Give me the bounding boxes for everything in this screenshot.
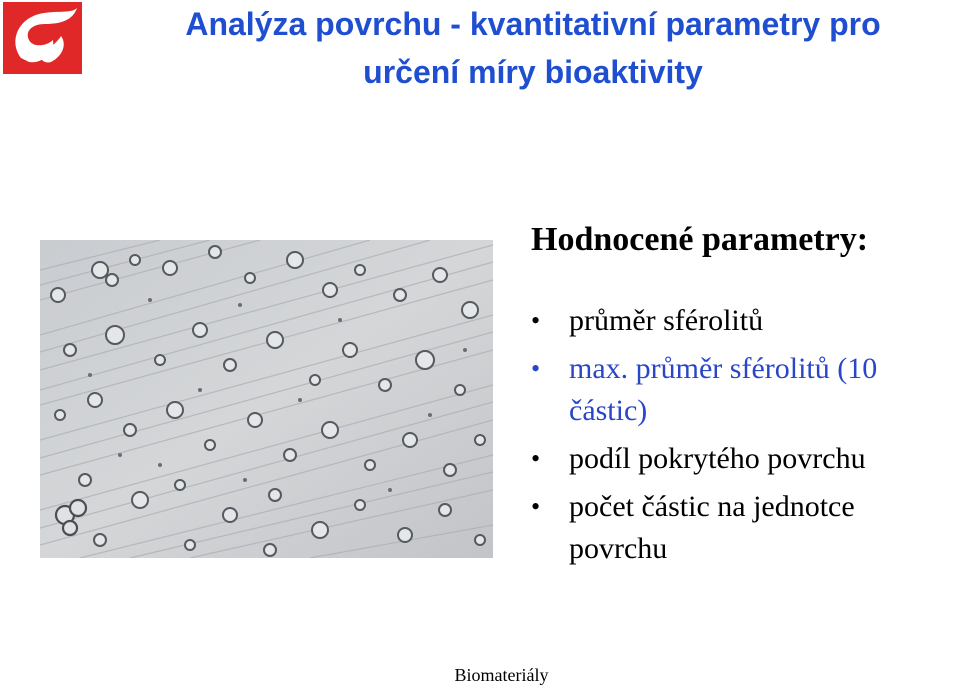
microscope-spherulite-image — [40, 240, 493, 558]
bullet-icon: • — [531, 306, 541, 335]
list-item-text: podíl pokrytého povrchu — [569, 442, 866, 475]
bullet-icon: • — [531, 492, 541, 521]
page-title — [108, 0, 958, 96]
parameters-heading: Hodnocené parametry: — [531, 221, 869, 258]
title-line-1: Analýza povrchu - kvantitativní parametry pro — [185, 6, 881, 42]
list-item — [531, 486, 951, 570]
list-item — [531, 300, 951, 342]
list-item — [531, 438, 951, 480]
title-line-2: určení míry bioaktivity — [363, 54, 703, 90]
bullet-icon: • — [531, 444, 541, 473]
list-item-text: max. průměr sférolitů (10 částic) — [569, 352, 878, 427]
list-item — [531, 348, 951, 432]
footer-label: Biomateriály — [454, 665, 549, 685]
list-item-text: počet částic na jednotce povrchu — [569, 490, 855, 565]
university-logo-icon — [3, 2, 82, 74]
list-item-text: průměr sférolitů — [569, 304, 764, 337]
parameters-list — [531, 300, 951, 576]
bullet-icon: • — [531, 354, 541, 383]
